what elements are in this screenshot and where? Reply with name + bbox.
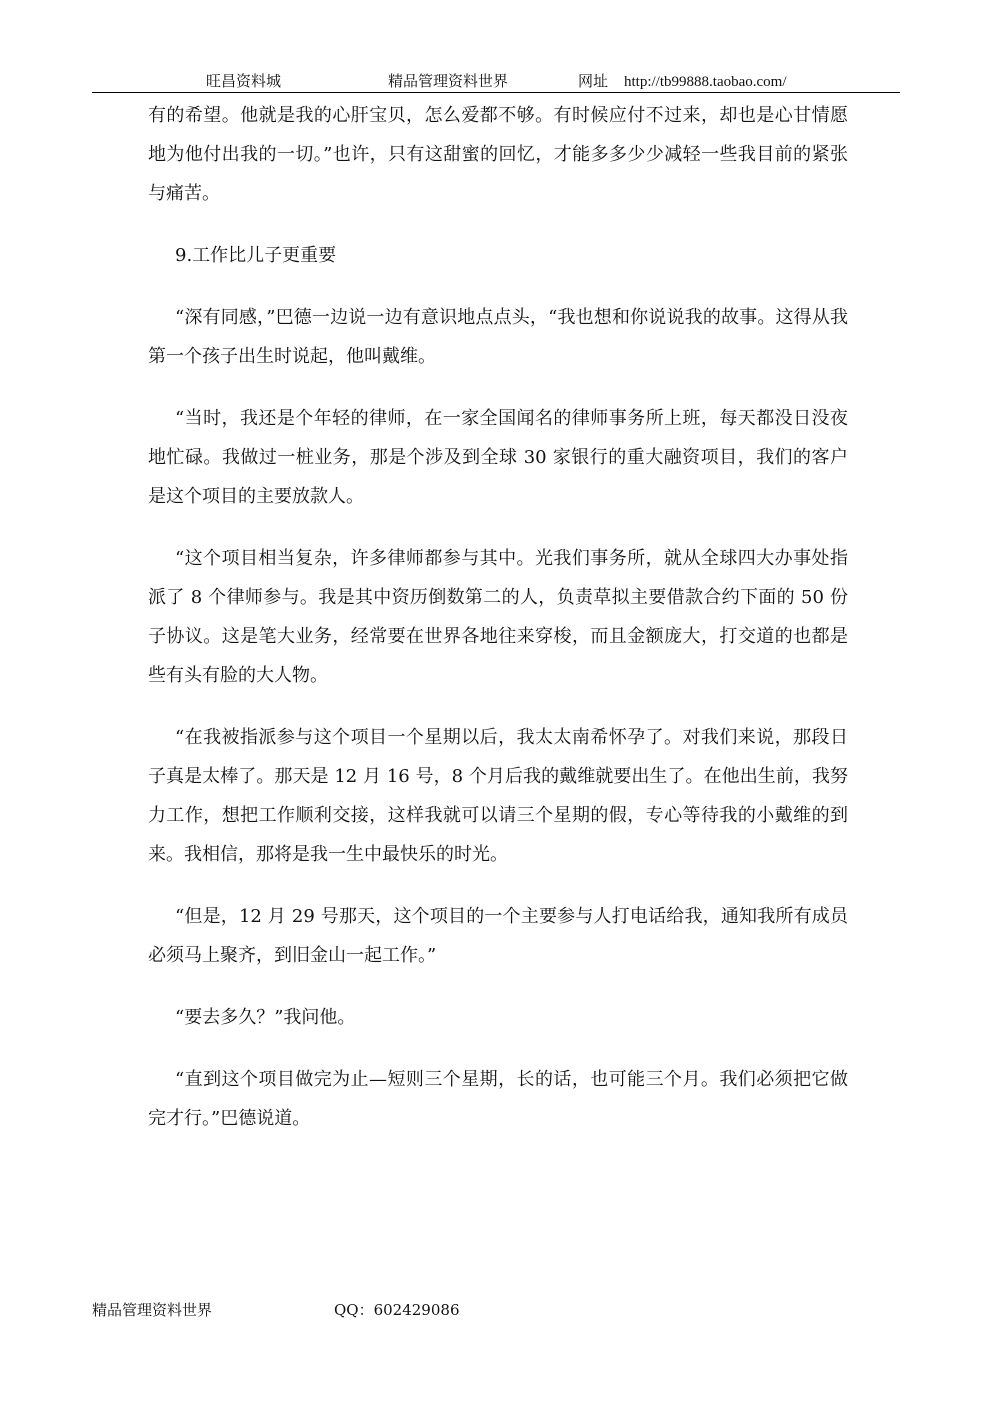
paragraph: “当时，我还是个年轻的律师，在一家全国闻名的律师事务所上班，每天都没日没夜地忙碌。我做过一桩业务，那是个涉及到全球 30 家银行的重大融资项目，我们的客户是这个项目的主要放款人。	[148, 408, 848, 507]
footer-site-name: 精品管理资料世界	[92, 1301, 213, 1319]
paragraph: “要去多久？”我问他。	[175, 1007, 356, 1028]
page-header	[0, 70, 992, 92]
paragraph: “在我被指派参与这个项目一个星期以后，我太太南希怀孕了。对我们来说，那段日子真是太棒了。那天是 12 月 16 号，8 个月后我的戴维就要出生了。在他出生前，我努力工作，想把工作顺利交接，这样我就可以请三个星期的假，专心等待我的小戴维的到来。我相信，那将是我一生中最快乐的时光。	[148, 727, 848, 865]
section-heading: 9.工作比儿子更重要	[175, 245, 337, 266]
document-body	[148, 96, 848, 1161]
header-url[interactable]: http://tb99888.taobao.com/	[624, 74, 787, 90]
footer-qq: QQ：602429086	[334, 1301, 460, 1319]
header-divider	[92, 92, 900, 93]
paragraph: “但是，12 月 29 号那天，这个项目的一个主要参与人打电话给我，通知我所有成员必须马上聚齐，到旧金山一起工作。”	[148, 906, 848, 966]
header-title: 精品管理资料世界	[388, 72, 509, 90]
paragraph: “直到这个项目做完为止—短则三个星期，长的话，也可能三个月。我们必须把它做完才行。”巴德说道。	[148, 1069, 848, 1129]
page-footer	[92, 1299, 460, 1320]
paragraph: “这个项目相当复杂，许多律师都参与其中。光我们事务所，就从全球四大办事处指派了 8 个律师参与。我是其中资历倒数第二的人，负责草拟主要借款合约下面的 50 份子协议。这是笔大业务，经常要在世界各地往来穿梭，而且金额庞大，打交道的也都是些有头有脸的大人物。	[148, 548, 848, 686]
header-site-name: 旺昌资料城	[206, 72, 282, 90]
paragraph: “深有同感，”巴德一边说一边有意识地点点头，“我也想和你说说我的故事。这得从我第一个孩子出生时说起，他叫戴维。	[148, 307, 848, 367]
header-url-block	[578, 70, 787, 91]
header-url-label: 网址	[578, 72, 609, 90]
paragraph-continuation: 有的希望。他就是我的心肝宝贝，怎么爱都不够。有时候应付不过来，却也是心甘情愿地为他付出我的一切。”也许，只有这甜蜜的回忆，才能多多少少减轻一些我目前的紧张与痛苦。	[148, 105, 848, 204]
